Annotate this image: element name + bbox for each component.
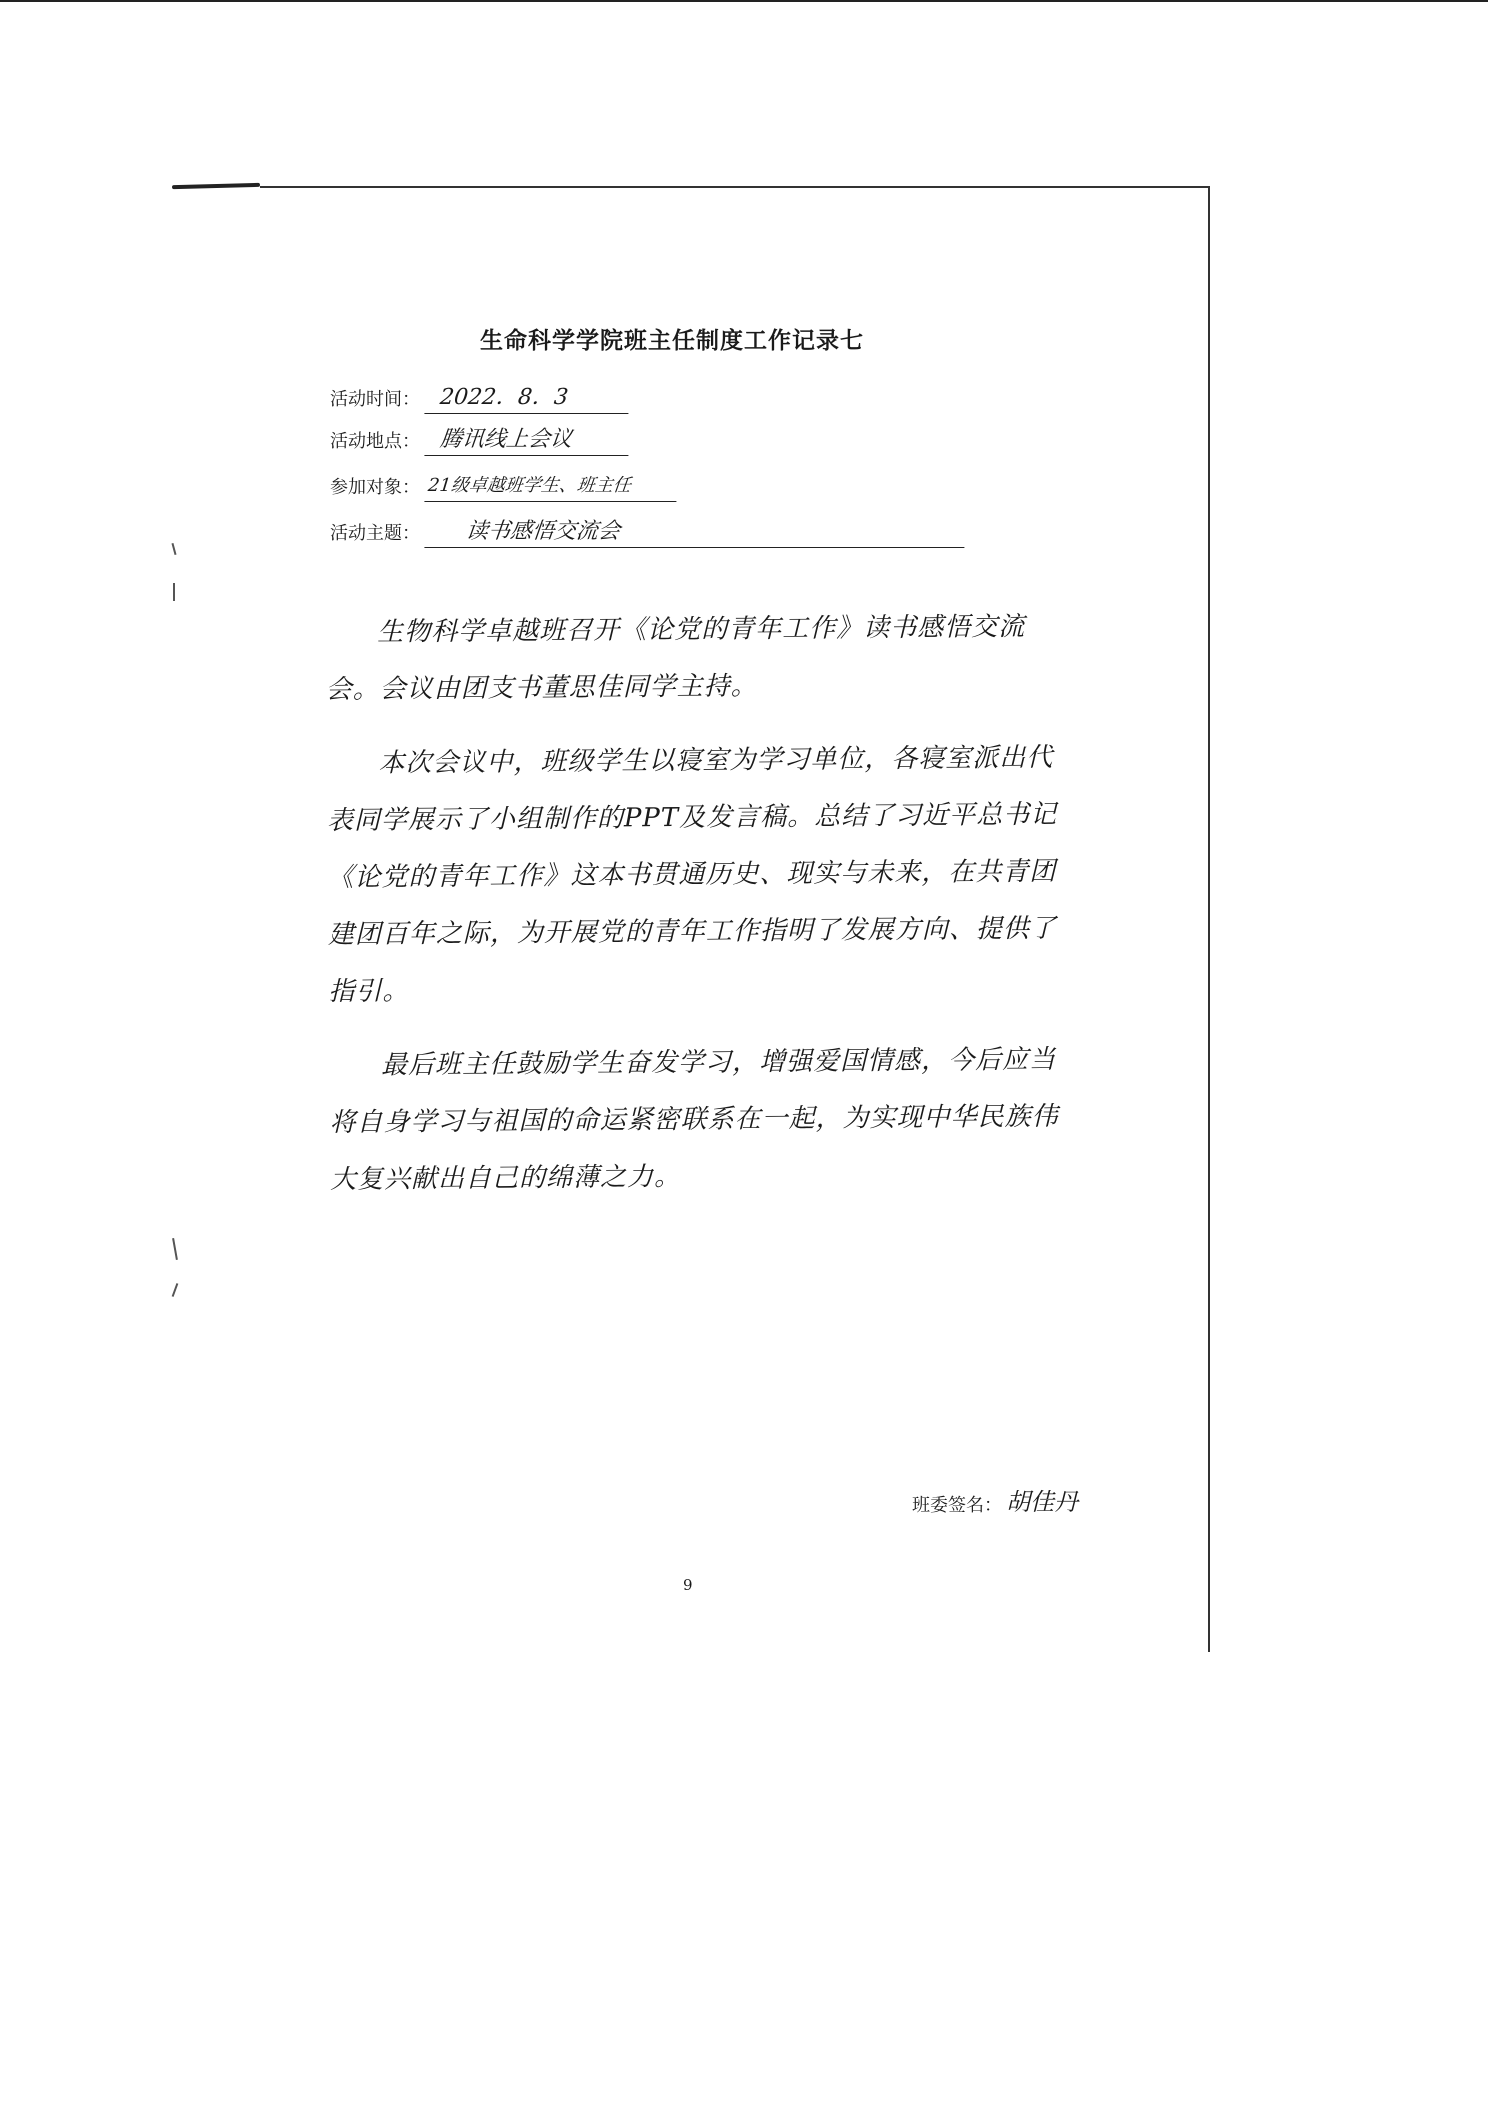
participants-label: 参加对象： [330,477,420,498]
activity-time-label: 活动时间： [330,389,420,410]
scan-margin-tick [171,543,176,555]
record-paragraph: 生物科学卓越班召开《论党的青年工作》读书感悟交流会。会议由团支书董思佳同学主持。 [325,611,1026,705]
committee-signature [912,1482,1078,1517]
scan-margin-tick [172,1283,179,1297]
scan-artifact-mark [172,183,260,189]
activity-location-row [330,422,630,456]
activity-time-row [330,380,630,414]
activity-theme-value: 读书感悟交流会 [424,517,967,548]
page-frame-top-edge [260,186,1210,188]
activity-theme-label: 活动主题： [330,523,420,544]
scan-margin-tick [172,1238,178,1260]
page-title: 生命科学学院班主任制度工作记录七 [480,328,864,354]
record-paragraph: 本次会议中，班级学生以寝室为学习单位，各寝室派出代表同学展示了小组制作的PPT及发言稿。总结了习近平总书记《论党的青年工作》这本书贯通历史、现实与未来，在共青团建团百年之际，为开展党的青年工作指明了发展方向、提供了指引。 [326,742,1058,1007]
activity-location-value: 腾讯线上会议 [424,425,631,456]
signature-value: 胡佳丹 [1006,1488,1078,1516]
page-frame-right-edge [1208,186,1210,1652]
scan-margin-tick [173,583,175,601]
record-body [325,599,1065,1226]
activity-time-value: 2022．8．3 [424,383,631,414]
activity-theme-row [330,514,966,548]
scan-top-border [0,0,1488,2]
page-number: 9 [683,1576,693,1594]
participants-value: 21级卓越班学生、班主任 [424,471,679,502]
activity-location-label: 活动地点： [330,431,420,452]
record-paragraph: 最后班主任鼓励学生奋发学习，增强爱国情感，今后应当将自身学习与祖国的命运紧密联系在一起，为实现中华民族伟大复兴献出自己的绵薄之力。 [329,1044,1059,1195]
participants-row [330,468,678,502]
signature-label: 班委签名： [912,1495,1002,1516]
